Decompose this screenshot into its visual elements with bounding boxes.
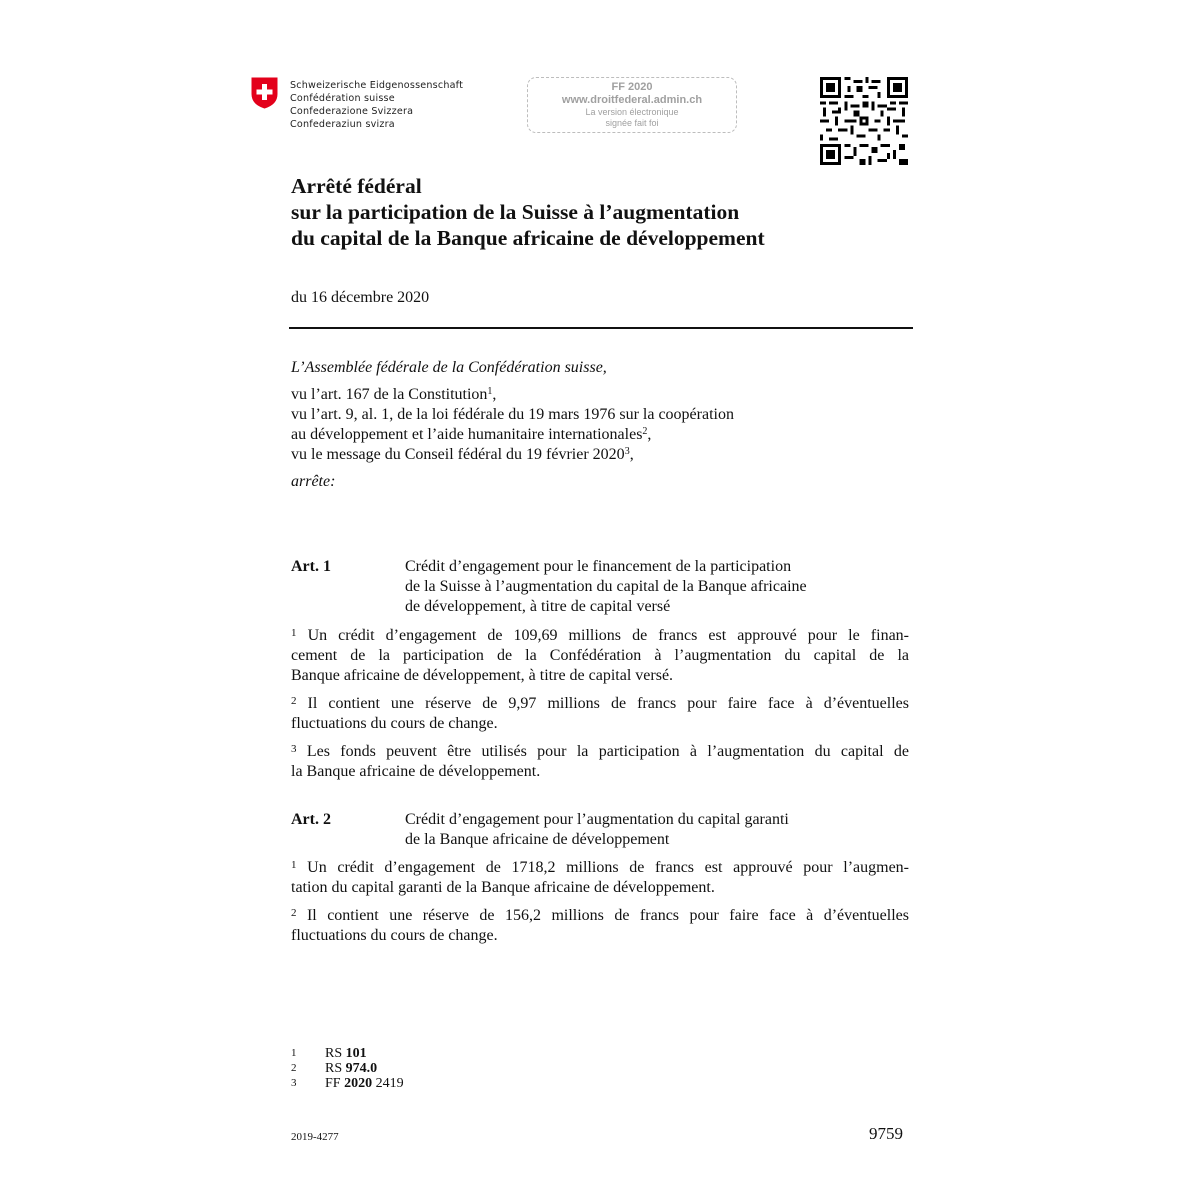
document-id: 2019-4277 xyxy=(291,1131,339,1143)
paragraph-line: Banque africaine de développement, à titre de capital versé. xyxy=(291,667,674,684)
preamble-arrete: arrête: xyxy=(291,473,336,490)
title-line-2: sur la participation de la Suisse à l’augmentation xyxy=(291,200,740,224)
paragraph-number: 3 xyxy=(291,743,297,755)
footnote-ref-number: 2020 xyxy=(344,1076,373,1091)
footnote-ref-3[interactable]: 3 xyxy=(624,446,630,457)
article-1-title-line: Crédit d’engagement pour le financement de la participation xyxy=(405,558,792,575)
footnote-prefix: FF xyxy=(325,1076,341,1091)
preamble-vu-1 xyxy=(291,385,496,405)
paragraph-text: Les fonds peuvent être utilisés pour la participation à l’augmentation du capital de xyxy=(306,743,909,760)
footnote-ref-number: 101 xyxy=(345,1046,367,1061)
article-2-title xyxy=(405,810,789,850)
preamble-vu-2-text: au développement et l’aide humanitaire internationales xyxy=(291,426,643,443)
stamp-note-line1: La version électronique xyxy=(585,107,679,117)
preamble-vu-3 xyxy=(291,445,634,465)
paragraph-line xyxy=(291,858,909,878)
preamble-vu-1-end: , xyxy=(492,386,497,403)
preamble-vu-1-text: vu l’art. 167 de la Constitution xyxy=(291,386,488,403)
article-1-paragraph-2 xyxy=(291,694,909,734)
footnotes xyxy=(291,1046,404,1091)
article-1-number: Art. 1 xyxy=(291,558,331,575)
paragraph-line xyxy=(291,694,909,714)
footnote-ref-2[interactable]: 2 xyxy=(642,426,648,437)
document-date: du 16 décembre 2020 xyxy=(291,289,430,306)
footnote-text xyxy=(325,1061,377,1076)
preamble-vu-3-end: , xyxy=(629,446,634,463)
qr-code-icon xyxy=(820,77,908,165)
confederation-name-de: Schweizerische Eidgenossenschaft xyxy=(290,80,464,91)
paragraph-line xyxy=(291,906,909,926)
paragraph-line: la Banque africaine de développement. xyxy=(291,763,541,780)
article-2-number: Art. 2 xyxy=(291,811,331,828)
article-1-title-line: de développement, à titre de capital versé xyxy=(405,598,671,615)
stamp-website[interactable]: www.droitfederal.admin.ch xyxy=(561,94,703,106)
paragraph-line: tation du capital garanti de la Banque africaine de développement. xyxy=(291,879,715,896)
preamble-assembly: L’Assemblée fédérale de la Confédération suisse, xyxy=(291,359,607,376)
footnote-prefix: RS xyxy=(325,1046,343,1061)
preamble-vu-2-end: , xyxy=(647,426,652,443)
title-line-1: Arrêté fédéral xyxy=(291,174,422,198)
confederation-name-rm: Confederaziun svizra xyxy=(290,119,395,130)
footnote-number: 2 xyxy=(291,1062,297,1074)
footnote-3 xyxy=(291,1076,404,1091)
footnote-1 xyxy=(291,1046,404,1061)
confederation-name-it: Confederazione Svizzera xyxy=(290,106,414,117)
confederation-names xyxy=(290,79,463,131)
preamble-vu-3-text: vu le message du Conseil fédéral du 19 février 2020 xyxy=(291,446,625,463)
page-number: 9759 xyxy=(869,1124,903,1143)
footnote-page: 2419 xyxy=(375,1076,404,1091)
footnote-2 xyxy=(291,1061,404,1076)
footnote-text xyxy=(325,1046,367,1061)
stamp-note-line2: signée fait foi xyxy=(605,118,659,128)
footnote-ref-number: 974.0 xyxy=(345,1061,378,1076)
stamp-ff-year: FF 2020 xyxy=(611,81,653,93)
paragraph-line xyxy=(291,626,909,646)
article-1-paragraph-3 xyxy=(291,742,909,782)
swiss-coat-of-arms-icon xyxy=(251,77,278,109)
title-line-3: du capital de la Banque africaine de développement xyxy=(291,226,765,250)
title-divider xyxy=(289,327,913,329)
footnote-number: 3 xyxy=(291,1077,297,1089)
footnote-prefix: RS xyxy=(325,1061,343,1076)
article-1-title-line: de la Suisse à l’augmentation du capital de la Banque africaine xyxy=(405,578,807,595)
preamble-vu-2-line-1: vu l’art. 9, al. 1, de la loi fédérale du 19 mars 1976 sur la coopération xyxy=(291,406,734,423)
paragraph-text: Il contient une réserve de 156,2 millions de francs pour faire face à d’éventuelles xyxy=(306,907,909,924)
article-1-paragraph-1 xyxy=(291,626,909,686)
article-2-paragraph-2 xyxy=(291,906,909,946)
paragraph-line: fluctuations du cours de change. xyxy=(291,927,498,944)
paragraph-line xyxy=(291,742,909,762)
paragraph-number: 1 xyxy=(291,627,297,639)
confederation-name-fr: Confédération suisse xyxy=(290,93,395,104)
paragraph-text: Il contient une réserve de 9,97 millions de francs pour faire face à d’éventuelles xyxy=(307,695,909,712)
official-version-stamp xyxy=(527,77,737,133)
article-2-title-line: de la Banque africaine de développement xyxy=(405,831,670,848)
paragraph-text: Un crédit d’engagement de 1718,2 millions de francs est approuvé pour l’augmen- xyxy=(307,859,909,876)
article-2-title-line: Crédit d’engagement pour l’augmentation du capital garanti xyxy=(405,811,789,828)
paragraph-number: 1 xyxy=(291,859,297,871)
footnote-number: 1 xyxy=(291,1047,297,1059)
paragraph-text: Un crédit d’engagement de 109,69 millions de francs est approuvé pour le finan- xyxy=(307,627,909,644)
paragraph-number: 2 xyxy=(291,907,297,919)
paragraph-line: cement de la participation de la Confédération à l’augmentation du capital de la xyxy=(291,647,909,664)
footnote-text xyxy=(325,1076,404,1091)
article-2-paragraph-1 xyxy=(291,858,909,898)
paragraph-number: 2 xyxy=(291,695,297,707)
document-title xyxy=(291,173,765,251)
footnote-ref-1[interactable]: 1 xyxy=(487,386,493,397)
preamble-vu-2-line-2 xyxy=(291,425,651,445)
paragraph-line: fluctuations du cours de change. xyxy=(291,715,498,732)
article-1-title xyxy=(405,557,807,617)
